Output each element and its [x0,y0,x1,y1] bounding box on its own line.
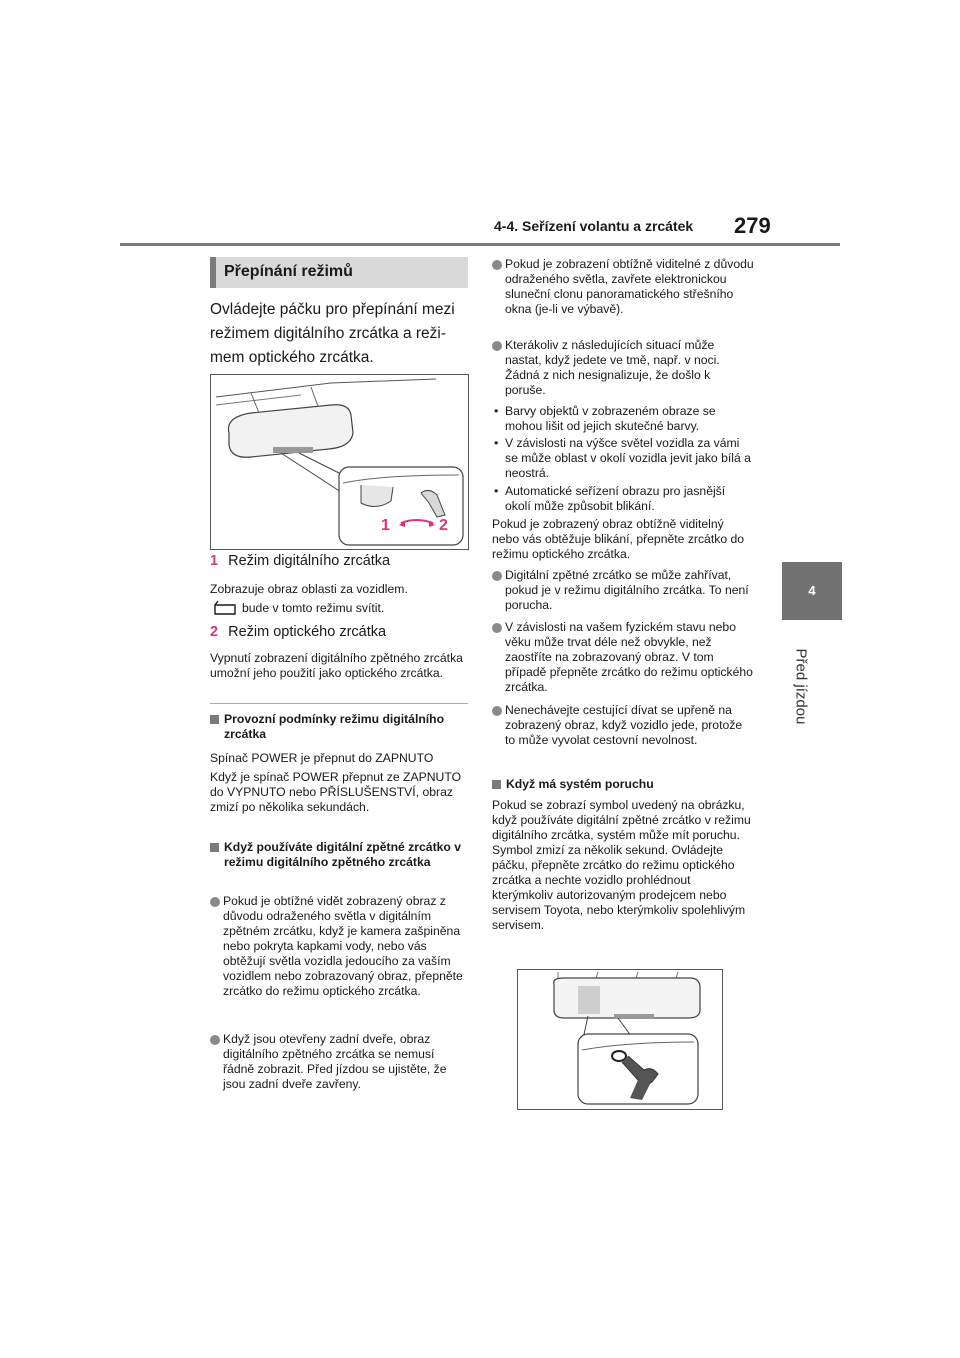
circle-bullet-icon [492,623,502,633]
circle-bullet-icon [210,897,220,907]
figure-malfunction-symbol [517,969,723,1110]
conditions-p2: Když je spínač POWER přepnut ze ZAPNUTO do VYPNUTO nebo PŘÍSLUŠENSTVÍ, obraz zmizí po několika sekundách. [210,770,462,814]
header-section-title: 4-4. Seřízení volantu a zrcátek [494,218,694,234]
right-bullet-2-text: Kterákoliv z následujících situací může nastat, když jedete ve tmě, např. v noci. Žádná z nich nesignalizuje, že došlo k poruše. [505,338,720,397]
mirror-indicator-icon [214,599,236,615]
circle-bullet-icon [492,260,502,270]
right-bullet-4 [492,620,754,695]
right-after-sub: Pokud je zobrazený obraz obtížně viditelný nebo vás obtěžuje blikání, přepněte zrcátko do režimu optického zrcátka. [492,517,745,561]
sub-bullet-marker: • [494,484,499,498]
right-bullet-3 [492,568,754,613]
malfunction-heading-text: Když má systém poruchu [506,777,654,791]
circle-bullet-icon [492,706,502,716]
mode-2-text: Režim optického zrcátka [228,624,387,640]
conditions-p1: Spínač POWER je přepnut do ZAPNUTO [210,751,434,765]
mode-2-desc: Vypnutí zobrazení digitálního zpětného zrcátka umožní jeho použití jako optického zrcátka. [210,651,463,680]
mode-2-number: 2 [210,624,219,640]
sub-bullet-3 [492,484,754,514]
square-bullet-icon [492,780,501,789]
sub-bullet-1 [492,404,754,434]
section-heading-bar [210,257,216,288]
circle-bullet-icon [492,571,502,581]
usage-bullet-2 [210,1032,468,1092]
header-rule [120,243,840,246]
usage-heading [210,840,468,870]
mode-1-number: 1 [210,553,219,569]
usage-bullet-2-text: Když jsou otevřeny zadní dveře, obraz digitálního zpětného zrcátka se nemusí řádně zobrazit. Před jízdou se ujistěte, že jsou zadní dveře zavřeny. [223,1032,447,1091]
sub-bullet-2 [492,436,754,481]
page-number: 279 [734,213,771,238]
usage-bullet-1-text: Pokud je obtížné vidět zobrazený obraz z důvodu odraženého světla v digitálním zpětném zrcátku, když je kamera zašpiněna nebo pokryta kapkami vody, nebo vás obtěžují světla vozidla jedoucího za vaším vozidlem nebo zobrazovaný obraz, přepněte zrcátko do režimu optického zrcátka. [223,894,463,998]
square-bullet-icon [210,843,219,852]
sub-bullet-marker: • [494,436,499,450]
intro-text: Ovládejte páčku pro přepínání mezi režimem digitálního zrcátka a režimem optického zrcátka. [210,301,455,366]
mode-1-indicator-line [214,600,468,618]
mode-1-desc: Zobrazuje obraz oblasti za vozidlem. [210,582,408,596]
sub-bullet-3-text: Automatické seřízení obrazu pro jasnější okolí může způsobit blikání. [505,484,726,513]
figure-label-2: 2 [439,517,448,534]
mode-1-indicator-text: bude v tomto režimu svítit. [242,601,385,615]
sub-bullet-marker: • [494,404,499,418]
section-heading-text: Přepínání režimů [224,263,353,280]
right-bullet-4-text: V závislosti na vašem fyzickém stavu nebo věku může trvat déle než obvykle, než zaostříte na zobrazovaný obraz. V tom případě přepněte zrcátko do režimu optického zrcátka. [505,620,753,694]
mirror-lever-illustration [211,375,468,549]
right-bullet-2 [492,338,754,398]
conditions-heading-text: Provozní podmínky režimu digitálního zrcátka [224,712,445,741]
chapter-title: Před jízdou [792,648,810,725]
right-bullet-1 [492,257,754,317]
right-bullet-5-text: Nenechávejte cestující dívat se upřeně na zobrazený obraz, když vozidlo jede, protože to může vyvolat cestovní nevolnost. [505,703,743,747]
conditions-heading [210,712,468,742]
sub-bullet-2-text: V závislosti na výšce světel vozidla za vámi se může oblast v okolí vozidla jevit jako bílá a neostrá. [505,436,751,480]
malfunction-illustration [518,970,722,1109]
section-divider [210,703,468,704]
figure-label-1: 1 [381,517,390,534]
chapter-title-vertical [781,630,821,770]
usage-heading-text: Když používáte digitální zpětné zrcátko v režimu digitálního zpětného zrcátka [224,840,462,869]
right-bullet-1-text: Pokud je zobrazení obtížně viditelné z důvodu odraženého světla, zavřete elektronickou sluneční clonu panoramatického střešního okna (je-li ve výbavě). [505,257,754,316]
right-bullet-3-text: Digitální zpětné zrcátko se může zahřívat, pokud je v režimu digitálního zrcátka. To není porucha. [505,568,749,612]
circle-bullet-icon [492,341,502,351]
malfunction-heading [492,777,754,792]
section-heading [210,257,468,288]
mode-1-text: Režim digitálního zrcátka [228,553,391,569]
sub-bullet-1-text: Barvy objektů v zobrazeném obraze se mohou lišit od jejich skutečné barvy. [505,404,716,433]
mode-2-title [210,624,468,640]
malfunction-text: Pokud se zobrazí symbol uvedený na obrázku, když používáte digitální zpětné zrcátko v režimu digitálního zrcátka, systém může mít poruchu. Symbol zmizí za několik sekund. Ovládejte páčku, přepněte zrcátko do režimu optického zrcátka a nechte vozidlo prohlédnout kterýmkoliv autorizovaným prodejcem nebo servisem Toyota, nebo kterýmkoliv spolehlivým servisem. [492,798,751,932]
figure-mirror-lever [210,374,469,550]
square-bullet-icon [210,715,219,724]
circle-bullet-icon [210,1035,220,1045]
mode-1-title [210,553,468,569]
usage-bullet-1 [210,894,468,999]
chapter-tab: 4 [782,562,842,620]
right-bullet-5 [492,703,754,748]
